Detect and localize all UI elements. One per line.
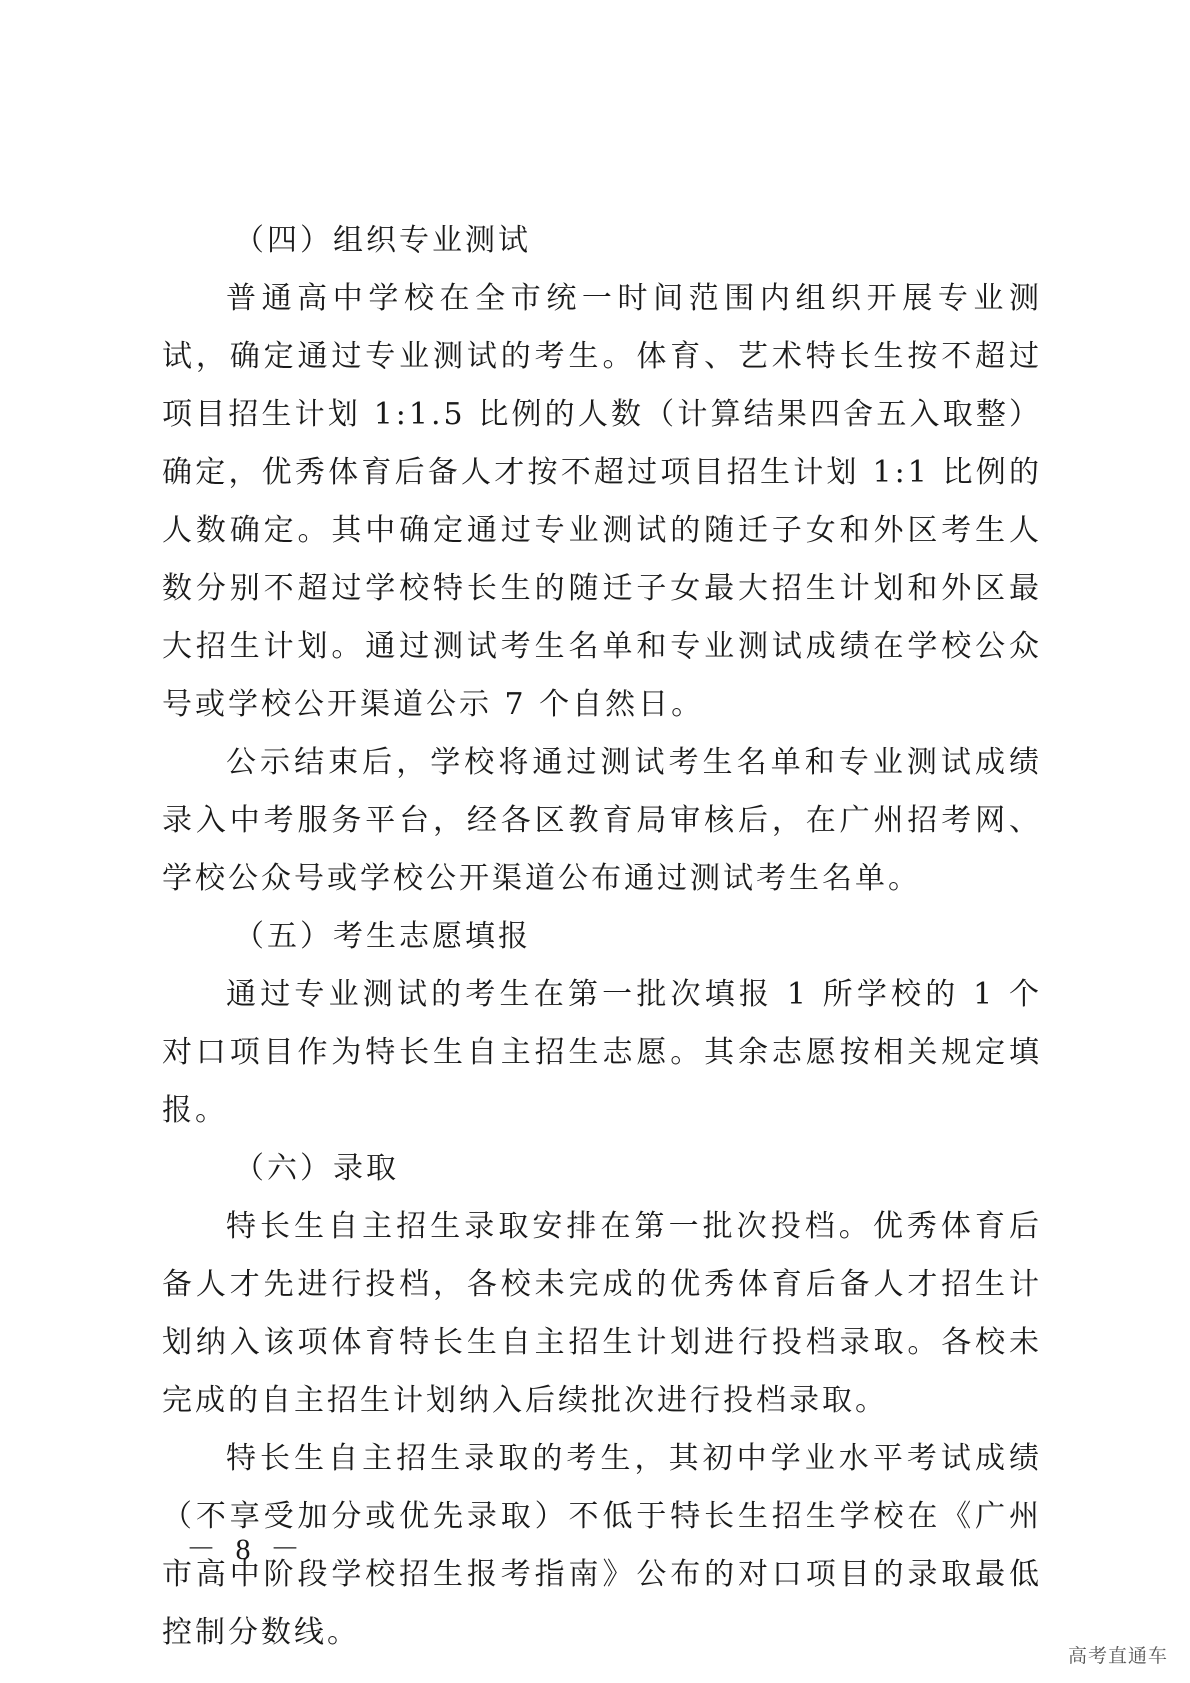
section-heading: （五）考生志愿填报	[234, 919, 531, 954]
paragraph: 特长生自主招生录取的考生，其初中学业水平考试成绩（不享受加分或优先录取）不低于特长生招生学校在《广州市高中阶段学校招生报考指南》公布的对口项目的录取最低控制分数线。	[162, 1441, 1042, 1650]
paragraph: 通过专业测试的考生在第一批次填报 1 所学校的 1 个对口项目作为特长生自主招生志愿。其余志愿按相关规定填报。	[162, 977, 1042, 1128]
paragraph: 特长生自主招生录取安排在第一批次投档。优秀体育后备人才先进行投档，各校未完成的优秀体育后备人才招生计划纳入该项体育特长生自主招生计划进行投档录取。各校未完成的自主招生计划纳入后续批次进行投档录取。	[162, 1209, 1042, 1418]
document-body	[162, 212, 1042, 1662]
paragraph: 公示结束后，学校将通过测试考生名单和专业测试成绩录入中考服务平台，经各区教育局审核后，在广州招考网、学校公众号或学校公开渠道公布通过测试考生名单。	[162, 745, 1042, 896]
section-heading: （六）录取	[234, 1151, 399, 1186]
watermark: 高考直通车	[1067, 1645, 1168, 1667]
section-heading: （四）组织专业测试	[234, 223, 531, 258]
paragraph: 普通高中学校在全市统一时间范围内组织开展专业测试，确定通过专业测试的考生。体育、艺术特长生按不超过项目招生计划 1:1.5 比例的人数（计算结果四舍五入取整）确定，优秀体育后备人才按不超过项目招生计划 1:1 比例的人数确定。其中确定通过专业测试的随迁子女和外区考生人数分别不超过学校特长生的随迁子女最大招生计划和外区最大招生计划。通过测试考生名单和专业测试成绩在学校公众号或学校公开渠道公示 7 个自然日。	[162, 281, 1042, 722]
page-number: － 8 －	[186, 1533, 306, 1566]
